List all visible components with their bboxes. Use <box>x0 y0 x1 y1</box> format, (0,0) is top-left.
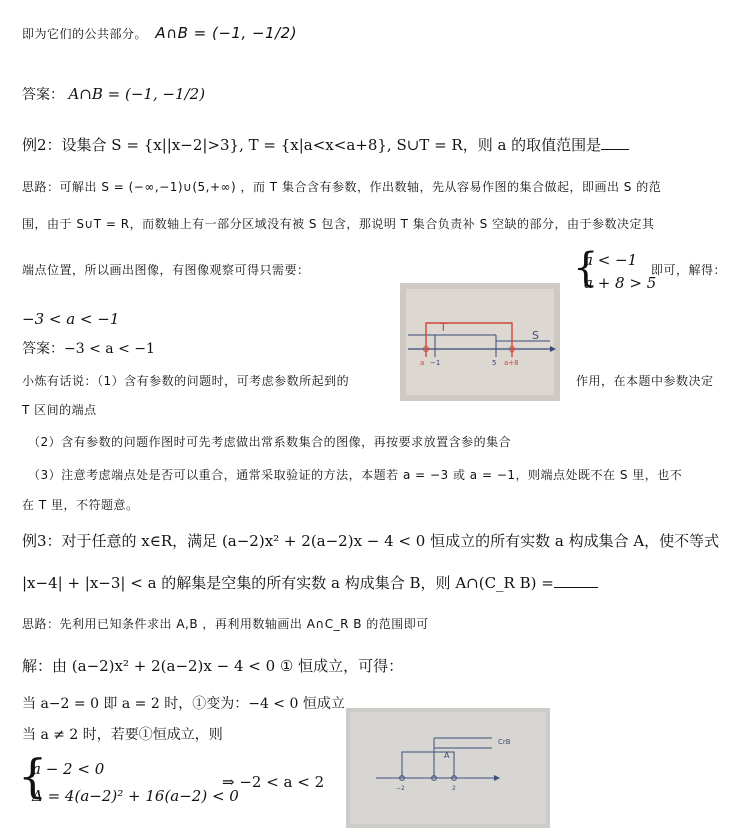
ex3-system-result: ⇒ −2 < a < 2 <box>222 773 325 791</box>
answer-blank-2 <box>554 587 598 588</box>
ex2-condition-2: a + 8 > 5 <box>584 274 657 292</box>
example-3-title-2: |x−4| + |x−3| < a 的解集是空集的所有实数 a 构成集合 B，则 A∩(C_R B) = <box>22 576 598 591</box>
ex2-condition-1: a < −1 <box>584 251 638 269</box>
example-2-idea-line-3: 端点位置，所以画出图像，有图像观察可得只需要： <box>22 263 310 277</box>
ex2-note-1a: 小炼有话说：（1）含有参数的问题时，可考虑参数所起到的 <box>22 374 350 388</box>
photo2-label-minus2: −2 <box>396 785 405 792</box>
example-2-idea-line-1: 思路：可解出 S = (−∞,−1)∪(5,+∞) ，而 T 集合含有参数，作出数轴，先从容易作图的集合做起，即画出 S 的范 <box>22 180 662 194</box>
example-2-idea-line-2: 围，由于 S∪T = R，而数轴上有一部分区域没有被 S 包含，那说明 T 集合负责补 S 空缺的部分，由于参数决定其 <box>22 217 655 231</box>
example-3-solution-1: 解：由 (a−2)x² + 2(a−2)x − 4 < 0 ① 恒成立，可得： <box>22 657 404 675</box>
ex2-note-1c: T 区间的端点 <box>22 403 97 417</box>
left-brace: { <box>573 245 599 291</box>
ex2-note-2: （2）含有参数的问题作图时可先考虑做出常系数集合的图像，再按要求放置含参的集合 <box>28 435 512 449</box>
photo1-label-minus1: −1 <box>430 359 441 367</box>
ex2-note-1b: 作用，在本题中参数决定 <box>576 374 714 388</box>
photo1-label-S: S <box>532 329 539 342</box>
ex2-note-3b: 在 T 里，不符题意。 <box>22 498 139 512</box>
photo1-label-5: 5 <box>492 359 497 367</box>
example-3-solution-3: 当 a ≠ 2 时，若要①恒成立，则 <box>22 727 223 743</box>
photo2-label-A: A <box>444 751 450 760</box>
ex3-condition-2: Δ = 4(a−2)² + 16(a−2) < 0 <box>32 787 239 805</box>
intersection-formula: A∩B = (−1, −1/2) <box>155 24 298 42</box>
example-3-title-1: 例3：对于任意的 x∈R，满足 (a−2)x² + 2(a−2)x − 4 < 0 恒成立的所有实数 a 构成集合 A，使不等式 <box>22 532 720 550</box>
ex3-condition-1: a − 2 < 0 <box>32 760 105 778</box>
left-brace-2: { <box>18 749 48 803</box>
answer-label: 答案： <box>22 87 64 103</box>
answer-line-1 <box>22 87 205 102</box>
ex2-after-system: 即可，解得： <box>651 263 727 277</box>
ex2-note-3a: （3）注意考虑端点处是否可以重合，通常采取验证的方法，本题若 a = −3 或 a = −1，则端点处既不在 S 里，也不 <box>28 468 683 482</box>
number-line-photo-1 <box>400 283 560 401</box>
intersection-prefix: 即为它们的公共部分。 <box>22 27 148 41</box>
intersection-line-1 <box>22 26 297 41</box>
photo2-label-2: 2 <box>452 785 456 792</box>
example-3-solution-2: 当 a−2 = 0 即 a = 2 时，①变为：−4 < 0 恒成立 <box>22 696 345 712</box>
example-3-idea: 思路：先利用已知条件求出 A,B ，再利用数轴画出 A∩C_R B 的范围即可 <box>22 617 429 631</box>
example-2-title: 例2：设集合 S = {x||x−2|>3}, T = {x|a<x<a+8}, S∪T = R，则 a 的取值范围是 <box>22 138 629 153</box>
photo1-label-T: T <box>440 321 447 334</box>
ex2-answer: 答案：−3 < a < −1 <box>22 341 155 357</box>
ex2-result: −3 < a < −1 <box>22 310 120 328</box>
answer-formula: A∩B = (−1, −1/2) <box>68 85 206 103</box>
photo1-label-a: a <box>420 359 425 367</box>
photo2-label-CrB: CrB <box>498 738 511 746</box>
answer-blank <box>601 149 629 150</box>
number-line-photo-2 <box>346 708 550 828</box>
photo1-label-a8: a+8 <box>504 359 519 367</box>
